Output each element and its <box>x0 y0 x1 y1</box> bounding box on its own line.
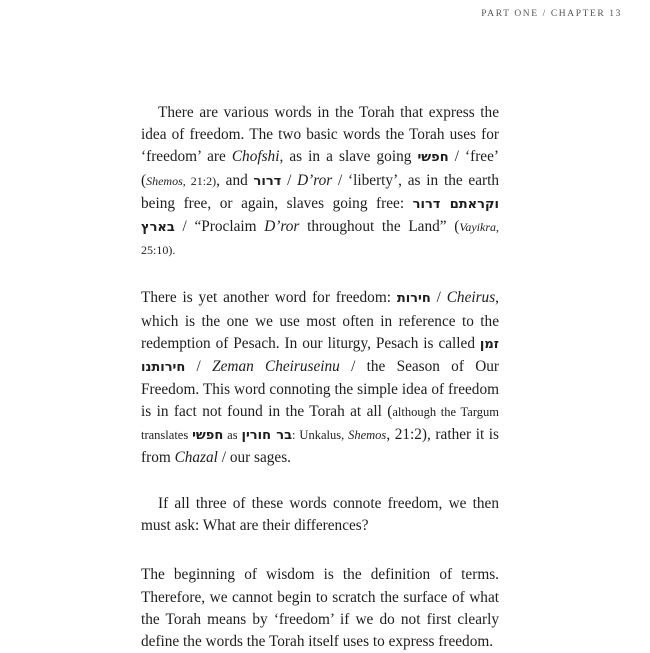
paragraph-1 <box>141 102 499 261</box>
hebrew-term: חפשי <box>417 150 449 166</box>
hebrew-term: וקראתם דרור בארץ <box>141 196 499 236</box>
text-run: / “Proclaim <box>174 218 265 236</box>
small-text: as <box>223 427 242 442</box>
hebrew-term: חפשי <box>192 427 224 443</box>
small-text: : Unkalus, <box>292 427 349 442</box>
citation: , 25:10). <box>141 220 499 258</box>
text-run: / <box>281 171 298 189</box>
italic-term: Zeman Cheiruseinu <box>212 358 340 376</box>
hebrew-term: חירות <box>396 291 431 307</box>
text-run: / <box>430 289 447 307</box>
text-run: , and <box>216 171 254 189</box>
text-run: / the Season of Our Freedom. This word connoting the simple idea of freedom is in fact not found in the Torah at all ( <box>141 358 499 421</box>
text-run: There is yet another word for freedom: <box>141 289 397 307</box>
text-run: , as in a slave going <box>279 148 418 166</box>
hebrew-term: זמן חירותנו <box>141 336 499 376</box>
text-run: There are various words in the Torah that express the idea of freedom. The two basic words the Torah uses for ‘freedom’ are <box>141 104 499 166</box>
hebrew-term: דרור <box>253 173 282 189</box>
paragraph-4 <box>141 564 499 653</box>
small-italic-text: Shemos <box>348 427 387 442</box>
citation: , 21:2) <box>182 173 217 188</box>
italic-term: Chazal <box>174 448 218 466</box>
text-run: / ‘free’ ( <box>141 148 499 189</box>
italic-term: D’ror <box>264 218 300 236</box>
text-run: throughout the Land” ( <box>299 218 460 236</box>
citation-book: Shemos <box>146 173 183 188</box>
small-text: although the Targum translates <box>141 405 499 442</box>
hebrew-term: בר חורין <box>241 427 293 443</box>
text-run: / ‘liberty’, as in the earth being free, or again, slaves going free: <box>141 171 499 212</box>
text-run: / our sages. <box>217 448 291 466</box>
text-run: The beginning of wisdom is the definition of terms. Therefore, we cannot begin to scratch the surface of what the Torah means by ‘freedom’ if we do not first clearly define the words the Torah itself uses to express freedom. <box>141 566 499 651</box>
running-head: PART ONE / CHAPTER 13 <box>481 9 622 19</box>
citation-book: Vayikra <box>459 220 496 235</box>
italic-term: Cheirus <box>446 289 496 307</box>
italic-term: D’ror <box>297 171 333 189</box>
body-text <box>141 102 499 653</box>
paragraph-3 <box>141 493 499 537</box>
paragraph-2 <box>141 287 499 469</box>
text-run: If all three of these words connote freedom, we then must ask: What are their differences? <box>141 495 499 535</box>
text-run: , 21:2), rather it is from <box>141 425 499 466</box>
text-run: , which is the one we use most often in reference to the redemption of Pesach. In our liturgy, Pesach is called <box>141 289 499 352</box>
text-run: / <box>185 358 213 376</box>
italic-term: Chofshi <box>231 148 280 166</box>
